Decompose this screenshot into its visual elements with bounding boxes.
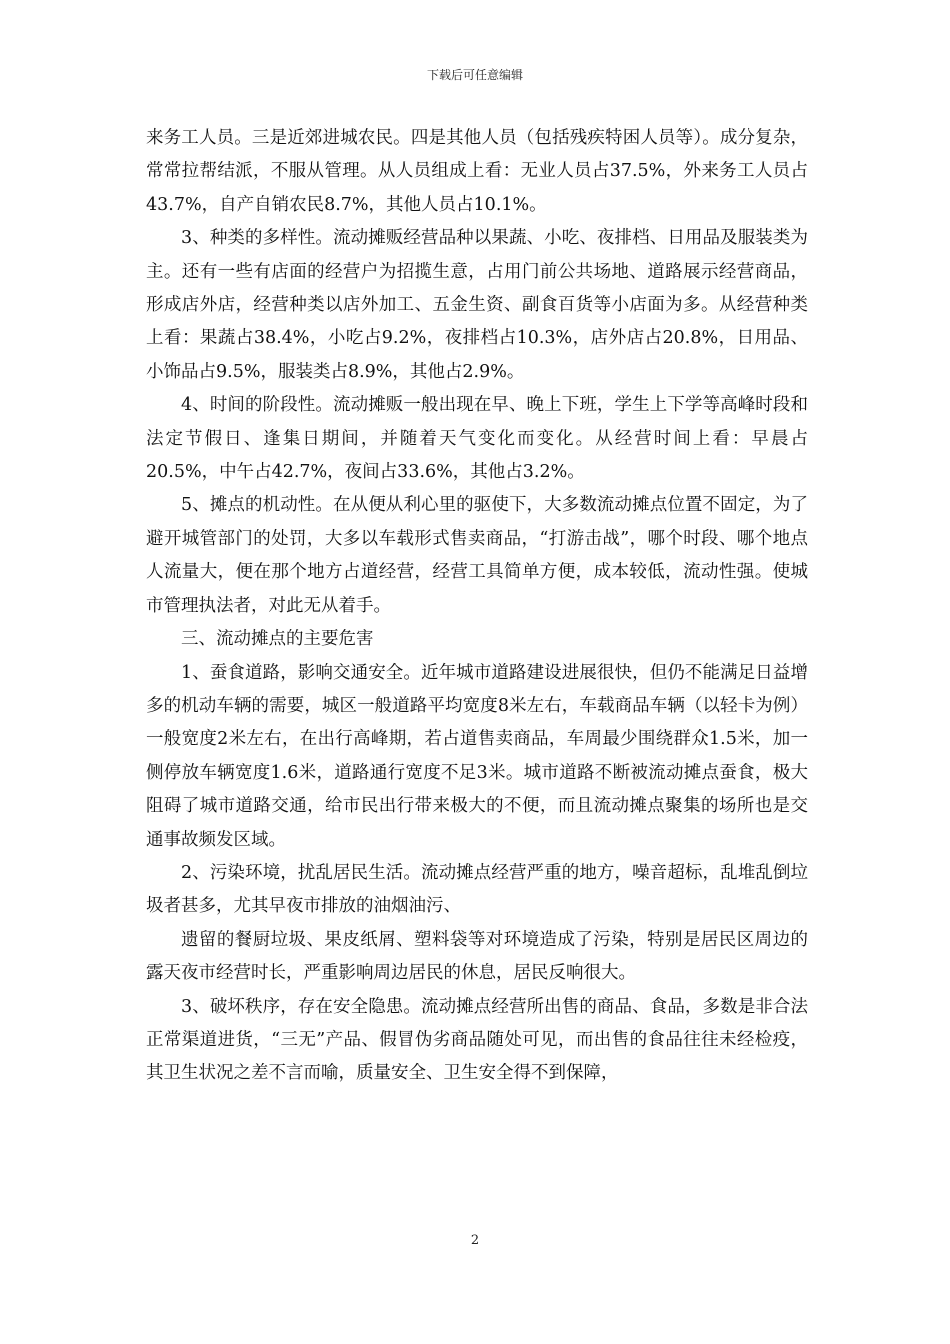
paragraph-safety: 3、破坏秩序，存在安全隐患。流动摊点经营所出售的商品、食品，多数是非合法正常渠道进货，“三无”产品、假冒伪劣商品随处可见，而出售的食品往往未经检疫，其卫生状况之差不言而喻，质量安全、卫生安全得不到保障， <box>146 996 808 1084</box>
paragraph-mobility: 5、摊点的机动性。在从便从利心里的驱使下，大多数流动摊点位置不固定，为了避开城管部门的处罚，大多以车载形式售卖商品，“打游击战”，哪个时段、哪个地点人流量大，便在那个地方占道经营，经营工具简单方便，成本较低，流动性强。使城市管理执法者，对此无从着手。 <box>146 495 808 616</box>
page-header: 下载后可任意编辑 <box>426 68 523 82</box>
page-number: 2 <box>470 1233 480 1248</box>
paragraph-pollution-continued: 遗留的餐厨垃圾、果皮纸屑、塑料袋等对环境造成了污染，特别是居民区周边的露天夜市经营时长，严重影响周边居民的休息，居民反响很大。 <box>146 929 808 984</box>
section-heading-harms: 三、流动摊点的主要危害 <box>181 629 374 650</box>
paragraph-continuation: 来务工人员。三是近郊进城农民。四是其他人员（包括残疾特困人员等）。成分复杂，常常拉帮结派，不服从管理。从人员组成上看：无业人员占37.5%，外来务工人员占43.7%，自产自销农民8.7%，其他人员占10.1%。 <box>146 128 808 215</box>
paragraph-timing: 4、时间的阶段性。流动摊贩一般出现在早、晚上下班，学生上下学等高峰时段和法定节假日、逢集日期间，并随着天气变化而变化。从经营时间上看：早晨占20.5%，中午占42.7%，夜间占33.6%，其他占3.2%。 <box>146 395 808 483</box>
document-body <box>146 122 808 1091</box>
paragraph-pollution: 2、污染环境，扰乱居民生活。流动摊点经营严重的地方，噪音超标，乱堆乱倒垃圾者甚多，尤其早夜市排放的油烟油污、 <box>146 862 808 917</box>
paragraph-traffic: 1、蚕食道路，影响交通安全。近年城市道路建设进展很快，但仍不能满足日益增多的机动车辆的需要，城区一般道路平均宽度8米左右，车载商品车辆（以轻卡为例）一般宽度2米左右，在出行高峰期，若占道售卖商品，车周最少围绕群众1.5米，加一侧停放车辆宽度1.6米，道路通行宽度不足3米。城市道路不断被流动摊点蚕食，极大阻碍了城市道路交通，给市民出行带来极大的不便，而且流动摊点聚集的场所也是交通事故频发区域。 <box>146 662 808 850</box>
paragraph-variety: 3、种类的多样性。流动摊贩经营品种以果蔬、小吃、夜排档、日用品及服装类为主。还有一些有店面的经营户为招揽生意，占用门前公共场地、道路展示经营商品，形成店外店，经营种类以店外加工、五金生资、副食百货等小店面为多。从经营种类上看：果蔬占38.4%，小吃占9.2%，夜排档占10.3%，店外店占20.8%，日用品、小饰品占9.5%，服装类占8.9%，其他占2.9%。 <box>146 228 808 382</box>
